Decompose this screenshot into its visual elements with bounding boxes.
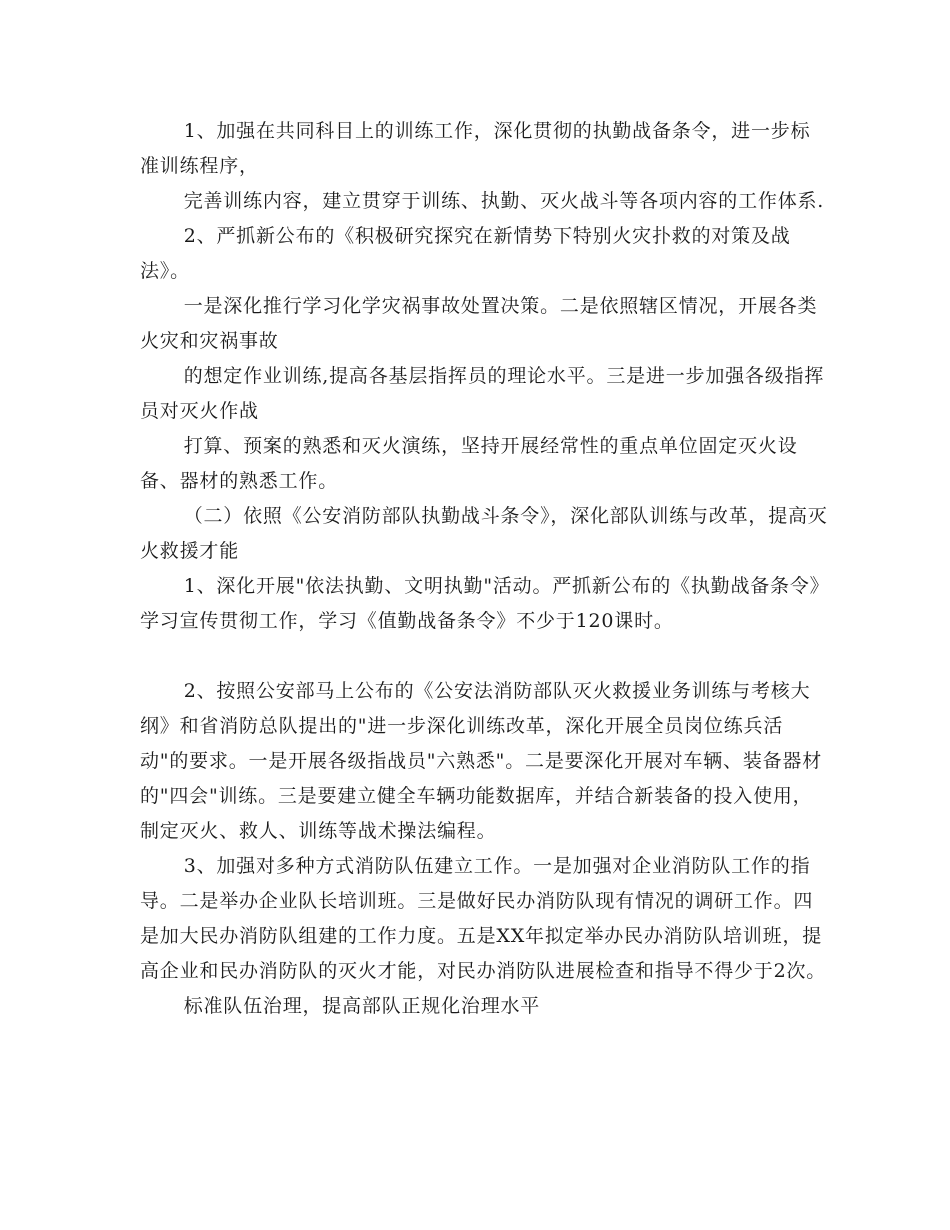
paragraph-6: 打算、预案的熟悉和灭火演练，坚持开展经常性的重点单位固定灭火设备、器材的熟悉工作。: [140, 435, 798, 492]
section-heading: （二）依照《公安消防部队执勤战斗条令》，深化部队训练与改革，提高灭火救援才能: [140, 505, 828, 562]
paragraph-gap: [140, 639, 830, 674]
paragraph-3: 2、严抓新公布的《积极研究探究在新情势下特别火灾扑救的对策及战法》。: [140, 225, 791, 282]
paragraph-5: 的想定作业训练,提高各基层指挥员的理论水平。三是进一步加强各级指挥员对灭火作战: [140, 365, 825, 422]
document-body: [140, 114, 830, 1024]
paragraph-8: 2、按照公安部马上公布的《公安法消防部队灭火救援业务训练与考核大纲》和省消防总队提出的"进一步深化训练改革，深化开展全员岗位练兵活动"的要求。一是开展各级指战员"六熟悉"。二是要深化开展对车辆、装备器材的"四会"训练。三是要建立健全车辆功能数据库，并结合新装备的投入使用，制定灭火、救人、训练等战术操法编程。: [140, 680, 823, 842]
paragraph-9: 3、加强对多种方式消防队伍建立工作。一是加强对企业消防队工作的指导。二是举办企业队长培训班。三是做好民办消防队现有情况的调研工作。四是加大民办消防队组建的工作力度。五是XX年拟定举办民办消防队培训班，提高企业和民办消防队的灭火才能，对民办消防队进展检查和指导不得少于2次。: [140, 855, 827, 982]
paragraph-2: 完善训练内容，建立贯穿于训练、执勤、灭火战斗等各项内容的工作体系.: [183, 190, 825, 212]
paragraph-4: 一是深化推行学习化学灾祸事故处置决策。二是依照辖区情况，开展各类火灾和灾祸事故: [140, 295, 818, 352]
paragraph-1: 1、加强在共同科目上的训练工作，深化贯彻的执勤战备条令，进一步标准训练程序，: [140, 120, 811, 177]
paragraph-10: 标准队伍治理，提高部队正规化治理水平: [183, 995, 541, 1017]
paragraph-7: 1、深化开展"依法执勤、文明执勤"活动。严抓新公布的《执勤战备条令》学习宣传贯彻工作，学习《值勤战备条令》不少于120课时。: [140, 575, 830, 632]
